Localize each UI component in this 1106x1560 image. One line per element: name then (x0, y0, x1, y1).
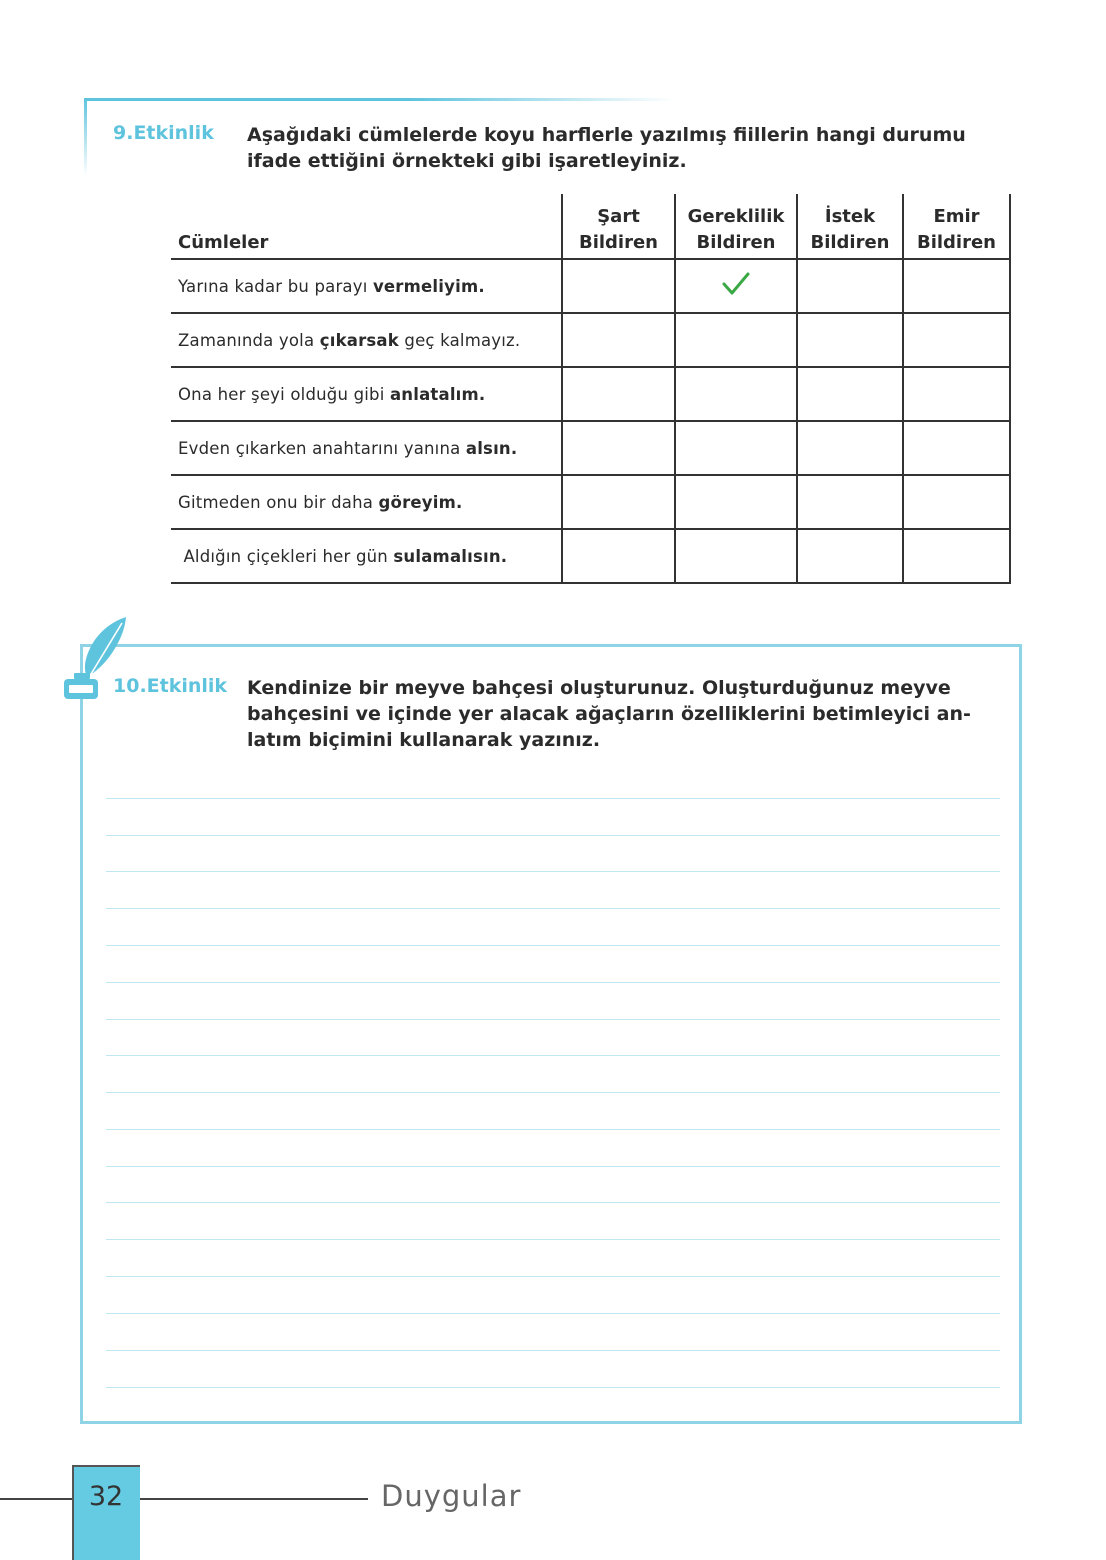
writing-line (106, 798, 1000, 799)
sentence-cell: Ona her şeyi olduğu gibi anlatalım. (171, 367, 562, 421)
answer-cell-imperative[interactable] (903, 313, 1010, 367)
table-row (171, 259, 1010, 313)
sentence-cell: Zamanında yola çıkarsak geç kalmayız. (171, 313, 562, 367)
answer-cell-necessity[interactable] (675, 421, 797, 475)
answer-cell-wish[interactable] (797, 475, 903, 529)
answer-cell-imperative[interactable] (903, 529, 1010, 583)
answer-cell-necessity[interactable] (675, 475, 797, 529)
header-imperative: Emir Bildiren (903, 194, 1010, 259)
activity9-instruction: Aşağıdaki cümlelerde koyu harflerle yazılmış fiillerin hangi durumu ifade ettiğini örnekteki gibi işaretleyiniz. (247, 124, 966, 172)
activity9-label: 9.Etkinlik (113, 122, 214, 144)
writing-line (106, 1202, 1000, 1203)
answer-cell-condition[interactable] (562, 421, 675, 475)
sentence-cell: Aldığın çiçekleri her gün sulamalısın. (171, 529, 562, 583)
table-row (171, 475, 1010, 529)
writing-line (106, 1350, 1000, 1351)
page-number-tab (72, 1465, 140, 1560)
answer-cell-wish[interactable] (797, 259, 903, 313)
header-condition: Şart Bildiren (562, 194, 675, 259)
footer-line (138, 1498, 368, 1500)
writing-line (106, 1092, 1000, 1093)
activity9-table (171, 194, 1011, 584)
writing-line (106, 1276, 1000, 1277)
writing-line (106, 982, 1000, 983)
writing-line (106, 1129, 1000, 1130)
section-title: Duygular (381, 1479, 522, 1513)
writing-line (106, 1055, 1000, 1056)
answer-cell-condition[interactable] (562, 475, 675, 529)
sentence-cell: Gitmeden onu bir daha göreyim. (171, 475, 562, 529)
answer-cell-condition[interactable] (562, 259, 675, 313)
answer-cell-condition[interactable] (562, 529, 675, 583)
answer-cell-imperative[interactable] (903, 475, 1010, 529)
checkmark-icon (721, 271, 751, 297)
writing-line (106, 871, 1000, 872)
answer-cell-imperative[interactable] (903, 259, 1010, 313)
table-row (171, 313, 1010, 367)
writing-line (106, 1019, 1000, 1020)
writing-line (106, 1387, 1000, 1388)
footer-line-left (0, 1498, 74, 1500)
table-header-row (171, 194, 1010, 259)
header-wish: İstek Bildiren (797, 194, 903, 259)
writing-line (106, 908, 1000, 909)
table-row (171, 367, 1010, 421)
answer-cell-imperative[interactable] (903, 421, 1010, 475)
writing-line (106, 1239, 1000, 1240)
header-necessity: Gereklilik Bildiren (675, 194, 797, 259)
answer-cell-wish[interactable] (797, 529, 903, 583)
writing-line (106, 1166, 1000, 1167)
answer-cell-necessity[interactable] (675, 529, 797, 583)
answer-cell-necessity[interactable] (675, 259, 797, 313)
page-number: 32 (88, 1481, 124, 1512)
answer-cell-imperative[interactable] (903, 367, 1010, 421)
activity10-label: 10.Etkinlik (113, 675, 228, 697)
answer-cell-necessity[interactable] (675, 313, 797, 367)
sentence-cell: Evden çıkarken anahtarını yanına alsın. (171, 421, 562, 475)
answer-cell-condition[interactable] (562, 367, 675, 421)
answer-cell-condition[interactable] (562, 313, 675, 367)
writing-line (106, 835, 1000, 836)
answer-cell-wish[interactable] (797, 367, 903, 421)
writing-line (106, 945, 1000, 946)
activity9-frame-top (84, 98, 674, 101)
table-row (171, 421, 1010, 475)
writing-line (106, 1313, 1000, 1314)
header-sentences: Cümleler (171, 194, 562, 259)
activity10-frame (80, 644, 1022, 1424)
answer-cell-wish[interactable] (797, 313, 903, 367)
activity9-frame-left (84, 98, 87, 176)
answer-cell-necessity[interactable] (675, 367, 797, 421)
sentence-cell: Yarına kadar bu parayı vermeliyim. (171, 259, 562, 313)
activity10-instruction: Kendinize bir meyve bahçesi oluşturunuz. Oluşturduğunuz meyve bahçesini ve içinde yer alacak ağaçların özelliklerini betimleyici an-latım biçimini kullanarak yazınız. (247, 677, 971, 751)
table-row (171, 529, 1010, 583)
answer-cell-wish[interactable] (797, 421, 903, 475)
